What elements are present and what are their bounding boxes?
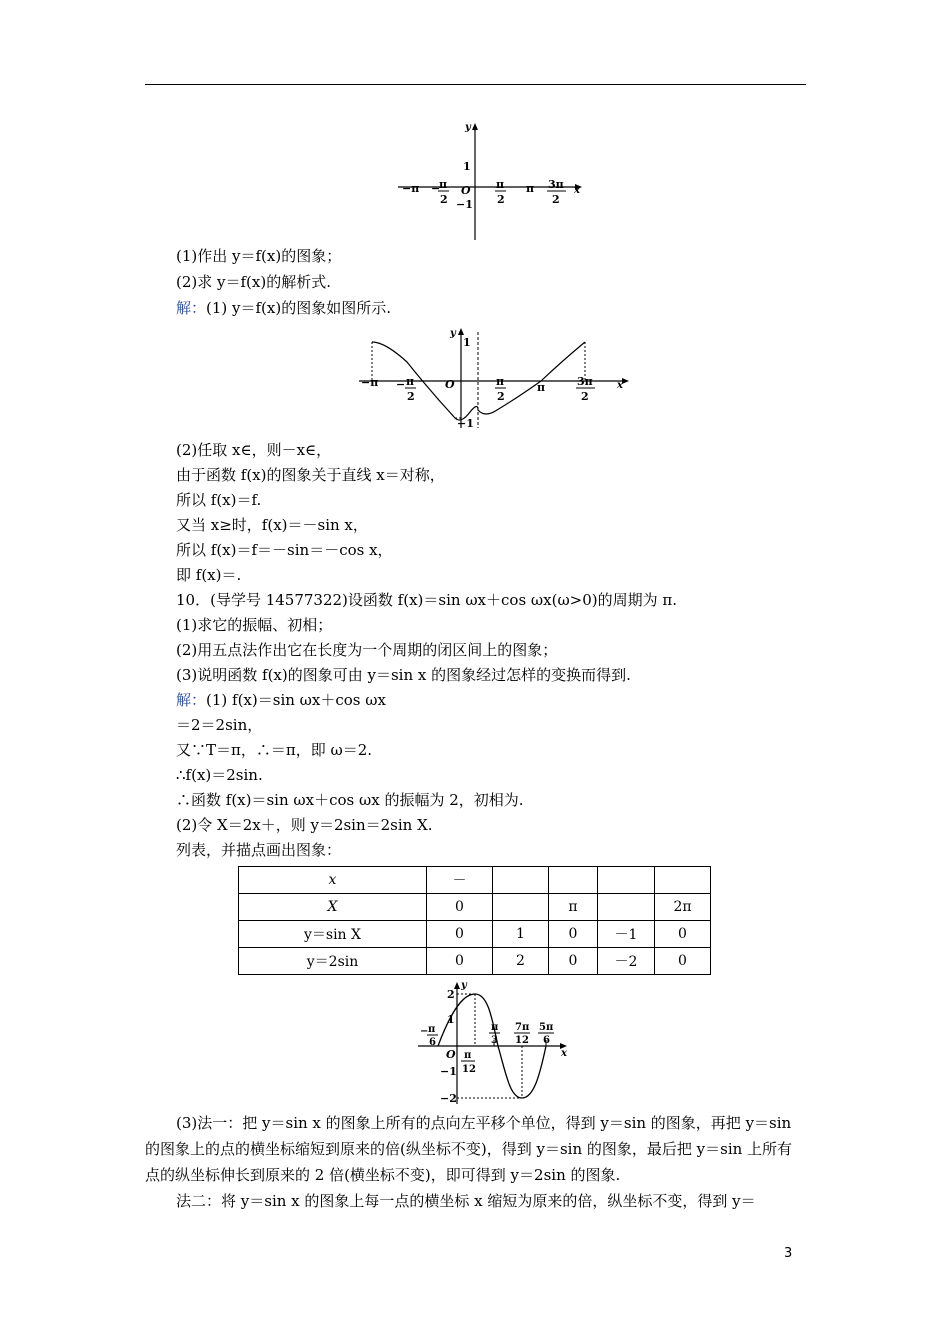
svg-text:−1: −1 bbox=[440, 1065, 457, 1078]
method-1-paragraph: (3)法一：把 y＝sin x 的图象上所有的点向左平移个单位，得到 y＝sin 的图象，再把 y＝sin 的图象上的点的横坐标缩短到原来的倍(纵坐标不变)，得到 y＝sin 的图象，最后把 y＝sin 上所有点的纵坐标伸长到原来的 2 倍(横坐标不变)，即可得到 y＝2sin 的图象. bbox=[145, 1114, 793, 1184]
svg-text:x: x bbox=[561, 1048, 567, 1059]
method-2-paragraph: 法二：将 y＝sin x 的图象上每一点的横坐标 x 缩短为原来的倍，纵坐标不变，得到 y＝ bbox=[176, 1192, 756, 1210]
svg-text:3π: 3π bbox=[577, 375, 593, 388]
five-point-table bbox=[238, 866, 711, 975]
svg-text:2: 2 bbox=[447, 988, 455, 1001]
solution-text: (1) y＝f(x)的图象如图所示. bbox=[206, 299, 391, 317]
svg-text:π: π bbox=[526, 182, 535, 195]
svg-text:2: 2 bbox=[440, 193, 448, 206]
solution-2-line-6: 即 f(x)＝. bbox=[176, 566, 242, 584]
problem-10: 10．(导学号 14577322)设函数 f(x)＝sin ωx＋cos ωx(ω>0)的周期为 π. bbox=[176, 591, 678, 609]
svg-text:y: y bbox=[450, 328, 456, 339]
svg-text:x: x bbox=[617, 380, 623, 391]
table-row: y＝2sin 0 2 0 －2 0 bbox=[239, 948, 711, 975]
solution-2-line-4: 又当 x≥时，f(x)＝－sin x， bbox=[176, 516, 368, 534]
svg-text:−: − bbox=[420, 1026, 429, 1037]
svg-text:−π: −π bbox=[402, 182, 420, 195]
svg-text:−1: −1 bbox=[457, 417, 474, 430]
solution-text: (1) f(x)＝sin ωx＋cos ωx bbox=[206, 691, 386, 709]
solution-10-line-3: 又∵T＝π，∴＝π，即 ω＝2. bbox=[176, 741, 373, 759]
svg-text:6: 6 bbox=[543, 1035, 550, 1046]
question-1: (1)作出 y＝f(x)的图象； bbox=[176, 247, 342, 265]
solution-2-line-1: (2)任取 x∈，则－x∈， bbox=[176, 441, 332, 459]
svg-text:−1: −1 bbox=[456, 198, 473, 211]
svg-text:2: 2 bbox=[552, 193, 560, 206]
solution-2-line-5: 所以 f(x)＝f＝－sin＝－cos x， bbox=[176, 541, 393, 559]
svg-text:π: π bbox=[496, 375, 505, 388]
svg-text:π: π bbox=[496, 178, 505, 191]
svg-text:O: O bbox=[461, 184, 471, 197]
svg-text:1: 1 bbox=[463, 336, 471, 349]
problem-10-part-2: (2)用五点法作出它在长度为一个周期的闭区间上的图象； bbox=[176, 641, 558, 659]
curve-figure-2 bbox=[357, 324, 633, 430]
svg-text:7π: 7π bbox=[515, 1022, 530, 1033]
solution-10-line-7: 列表，并描点画出图象： bbox=[176, 841, 342, 859]
sine-figure-3 bbox=[416, 978, 572, 1106]
table-row: y＝sin X 0 1 0 －1 0 bbox=[239, 921, 711, 948]
svg-text:3π: 3π bbox=[548, 178, 564, 191]
svg-text:π: π bbox=[464, 1050, 472, 1061]
svg-text:π: π bbox=[428, 1024, 436, 1035]
solution-10-line-6: (2)令 X＝2x＋，则 y＝2sin＝2sin X. bbox=[176, 816, 433, 834]
solution-2-line-3: 所以 f(x)＝f. bbox=[176, 491, 262, 509]
svg-text:−2: −2 bbox=[440, 1092, 457, 1105]
solution-2-line-2: 由于函数 f(x)的图象关于直线 x＝对称， bbox=[176, 466, 445, 484]
svg-text:−π: −π bbox=[361, 376, 379, 389]
svg-text:2: 2 bbox=[497, 390, 505, 403]
svg-text:5π: 5π bbox=[539, 1022, 554, 1033]
solution-10-line-4: ∴f(x)＝2sin. bbox=[176, 766, 263, 784]
svg-text:2: 2 bbox=[407, 390, 415, 403]
svg-text:y: y bbox=[461, 980, 467, 991]
solution-10-line-5: ∴函数 f(x)＝sin ωx＋cos ωx 的振幅为 2，初相为. bbox=[176, 791, 524, 809]
header-rule bbox=[145, 84, 806, 85]
svg-text:2: 2 bbox=[581, 390, 589, 403]
svg-text:1: 1 bbox=[447, 1013, 455, 1026]
solution-10-line-1 bbox=[176, 690, 386, 710]
table-row: X 0 π 2π bbox=[239, 894, 711, 921]
solution-label: 解： bbox=[176, 691, 207, 709]
svg-text:y: y bbox=[465, 122, 471, 133]
svg-text:12: 12 bbox=[515, 1035, 529, 1046]
svg-text:O: O bbox=[445, 378, 455, 391]
svg-text:−: − bbox=[396, 378, 406, 391]
axes-figure-1 bbox=[398, 118, 584, 242]
svg-text:π: π bbox=[537, 381, 546, 394]
svg-text:2: 2 bbox=[497, 193, 505, 206]
solution-1-line bbox=[176, 298, 391, 318]
solution-10-line-2: ＝2＝2sin， bbox=[176, 716, 263, 734]
table-row: x － bbox=[239, 867, 711, 894]
svg-text:12: 12 bbox=[462, 1064, 476, 1075]
svg-text:x: x bbox=[574, 185, 580, 196]
svg-text:3: 3 bbox=[491, 1035, 498, 1046]
svg-text:π: π bbox=[439, 178, 448, 191]
svg-text:O: O bbox=[446, 1048, 456, 1061]
svg-text:π: π bbox=[406, 375, 415, 388]
problem-10-part-1: (1)求它的振幅、初相； bbox=[176, 616, 333, 634]
svg-text:π: π bbox=[491, 1022, 499, 1033]
solution-label: 解： bbox=[176, 299, 207, 317]
problem-10-part-3: (3)说明函数 f(x)的图象可由 y＝sin x 的图象经过怎样的变换而得到. bbox=[176, 666, 631, 684]
svg-text:1: 1 bbox=[463, 160, 471, 173]
svg-text:−: − bbox=[431, 182, 441, 195]
page-number: 3 bbox=[784, 1246, 793, 1261]
svg-text:6: 6 bbox=[429, 1037, 436, 1048]
question-2: (2)求 y＝f(x)的解析式. bbox=[176, 273, 331, 291]
